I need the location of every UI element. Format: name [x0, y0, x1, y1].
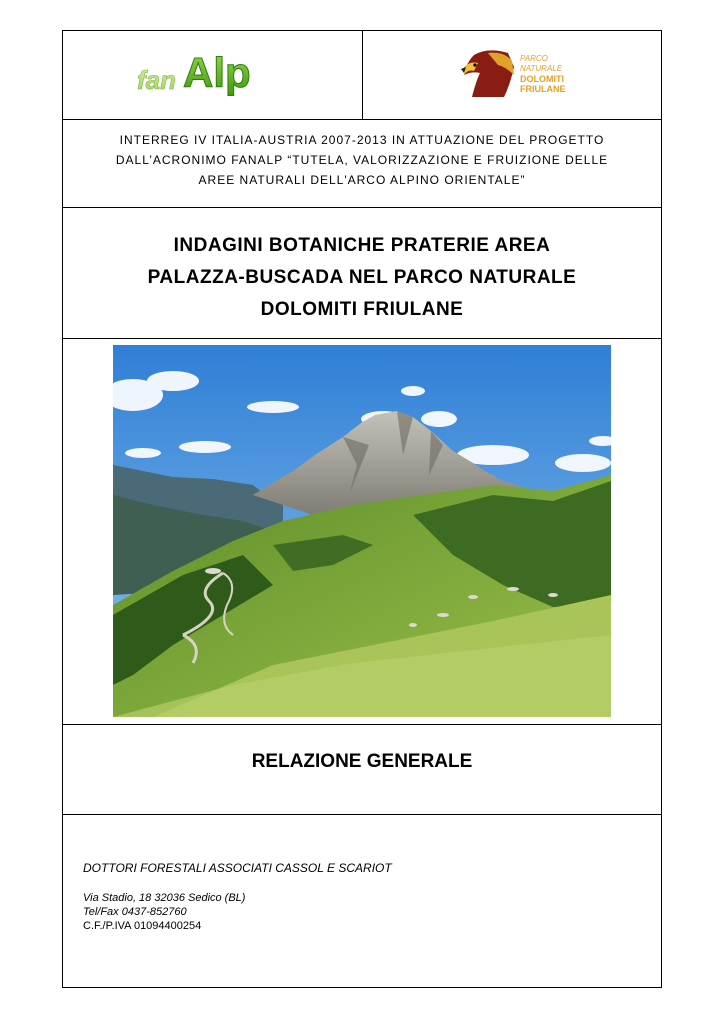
fanalp-logo-cell [63, 31, 363, 120]
project-description [63, 130, 661, 190]
parco-line-1: PARCO [520, 54, 548, 63]
document-frame [62, 30, 662, 988]
parco-logo-cell [363, 31, 661, 120]
fanalp-logo-fan: fan [137, 65, 176, 95]
parco-logo-text [520, 54, 566, 94]
photo-row [63, 339, 661, 725]
mountain-photo [113, 345, 611, 717]
address-phone: Tel/Fax 0437-852760 [83, 906, 187, 918]
parco-line-2: NATURALE [520, 64, 563, 73]
fanalp-logo [133, 43, 293, 105]
project-row [63, 120, 661, 208]
subtitle-row [63, 725, 661, 815]
parco-logo [458, 45, 578, 103]
author-row [63, 815, 661, 989]
document-title [63, 230, 661, 326]
author-address [83, 891, 245, 933]
title-row [63, 208, 661, 339]
fanalp-logo-alp: Alp [183, 49, 251, 96]
title-line-2: PALAZZA-BUSCADA NEL PARCO NATURALE [147, 267, 577, 288]
title-line-3: DOLOMITI FRIULANE [260, 299, 464, 320]
project-line-3: AREE NATURALI DELL'ARCO ALPINO ORIENTALE” [198, 173, 526, 187]
project-line-2: DALL’ACRONIMO FANALP “TUTELA, VALORIZZAZIONE E FRUIZIONE DELLE [115, 153, 609, 167]
parco-line-4: FRIULANE [520, 84, 566, 94]
address-street: Via Stadio, 18 32036 Sedico (BL) [83, 892, 246, 904]
project-line-1: INTERREG IV ITALIA-AUSTRIA 2007-2013 IN ATTUAZIONE DEL PROGETTO [119, 133, 605, 147]
parco-line-3: DOLOMITI [520, 74, 564, 84]
logo-row [63, 31, 661, 120]
address-vat: C.F./P.IVA 01094400254 [83, 920, 202, 932]
eagle-icon [460, 47, 516, 99]
author-name: DOTTORI FORESTALI ASSOCIATI CASSOL E SCARIOT [83, 861, 392, 875]
document-subtitle: RELAZIONE GENERALE [251, 751, 473, 772]
title-line-1: INDAGINI BOTANICHE PRATERIE AREA [173, 235, 551, 256]
